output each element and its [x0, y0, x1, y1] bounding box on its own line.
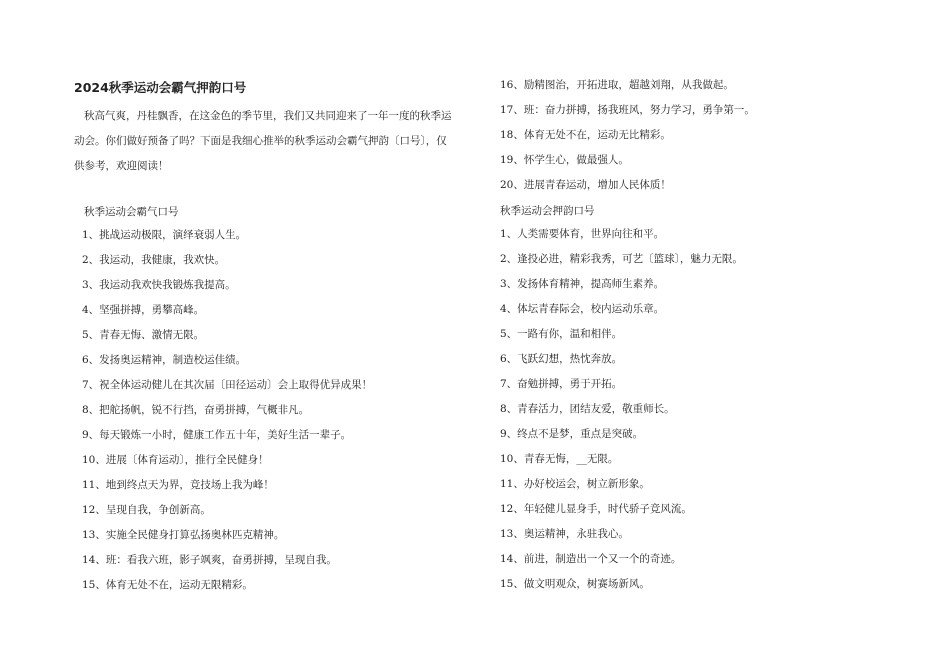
list-item: 1、挑战运动极限，演绎衰弱人生。	[82, 229, 247, 241]
list-item: 15、做文明观众，树赛场新风。	[500, 578, 650, 590]
list-item: 10、进展〔体育运动〕，推行全民健身！	[82, 454, 269, 466]
list-item: 19、怀学生心，做最强人。	[500, 154, 629, 166]
list-item: 13、实施全民健身打算弘扬奥林匹克精神。	[82, 529, 285, 541]
list-item: 14、班：看我六班，影子飒爽，奋勇拼搏，呈现自我。	[82, 554, 337, 566]
list-item: 8、青春活力，团结友爱，敬重师长。	[500, 403, 675, 415]
list-item: 17、班：奋力拼搏，扬我班风，努力学习，勇争第一。	[500, 104, 755, 116]
list-item: 16、励精图治，开拓进取，超越刘翔，从我做起。	[500, 79, 734, 91]
section-heading-slogans: 秋季运动会霸气口号	[84, 206, 179, 218]
slogan-list-1-part-a	[82, 229, 372, 604]
list-item: 2、我运动，我健康，我欢快。	[82, 254, 226, 266]
list-item: 12、呈现自我，争创新高。	[82, 504, 211, 516]
list-item: 11、地到终点天为界，竞技场上我为峰！	[82, 479, 274, 491]
list-item: 15、体育无处不在，运动无限精彩。	[82, 579, 253, 591]
list-item: 6、发扬奥运精神，制造校运佳绩。	[82, 354, 247, 366]
list-item: 10、青春无悔，__无限。	[500, 453, 619, 465]
document-title: 2024秋季运动会霸气押韵口号	[74, 80, 247, 95]
list-item: 7、祝全体运动健儿在其次届〔田径运动〕会上取得优异成果！	[82, 379, 373, 391]
list-item: 4、坚强拼搏，勇攀高峰。	[82, 304, 205, 316]
list-item: 11、办好校运会，树立新形象。	[500, 478, 650, 490]
list-item: 14、前进，制造出一个又一个的奇迹。	[500, 553, 682, 565]
list-item: 13、奥运精神，永驻我心。	[500, 528, 629, 540]
list-item: 5、一路有你，温和相伴。	[500, 328, 623, 340]
list-item: 12、年轻健儿显身手，时代骄子竞风流。	[500, 503, 692, 515]
list-item: 4、体坛青春际会，校内运动乐章。	[500, 303, 665, 315]
slogan-list-2	[500, 228, 743, 603]
list-item: 9、每天锻炼一小时，健康工作五十年，美好生活一辈子。	[82, 429, 352, 441]
list-item: 3、发扬体育精神，提高师生素养。	[500, 278, 665, 290]
section-heading-rhyming-slogans: 秋季运动会押韵口号	[500, 205, 595, 217]
list-item: 2、逢投必进，精彩我秀，可艺〔篮球〕，魅力无限。	[500, 253, 743, 265]
list-item: 8、把舵扬帆，锐不行挡，奋勇拼搏，气概非凡。	[82, 404, 310, 416]
list-item: 6、飞跃幻想，热忱奔放。	[500, 353, 623, 365]
list-item: 9、终点不是梦，重点是突破。	[500, 428, 644, 440]
list-item: 18、体育无处不在，运动无比精彩。	[500, 129, 671, 141]
slogan-list-1-part-b	[500, 79, 755, 204]
list-item: 5、青春无悔、激情无限。	[82, 329, 205, 341]
list-item: 7、奋勉拼搏，勇于开拓。	[500, 378, 623, 390]
list-item: 20、进展青春运动，增加人民体质！	[500, 179, 671, 191]
list-item: 1、人类需要体育，世界向往和平。	[500, 228, 665, 240]
intro-paragraph: 秋高气爽，丹桂飘香，在这金色的季节里，我们又共同迎来了一年一度的秋季运动会。你们做好预备了吗？下面是我细心推举的秋季运动会霸气押韵〔口号〕，仅供参考，欢迎阅读！	[74, 110, 452, 172]
list-item: 3、我运动我欢快我锻炼我提高。	[82, 279, 236, 291]
